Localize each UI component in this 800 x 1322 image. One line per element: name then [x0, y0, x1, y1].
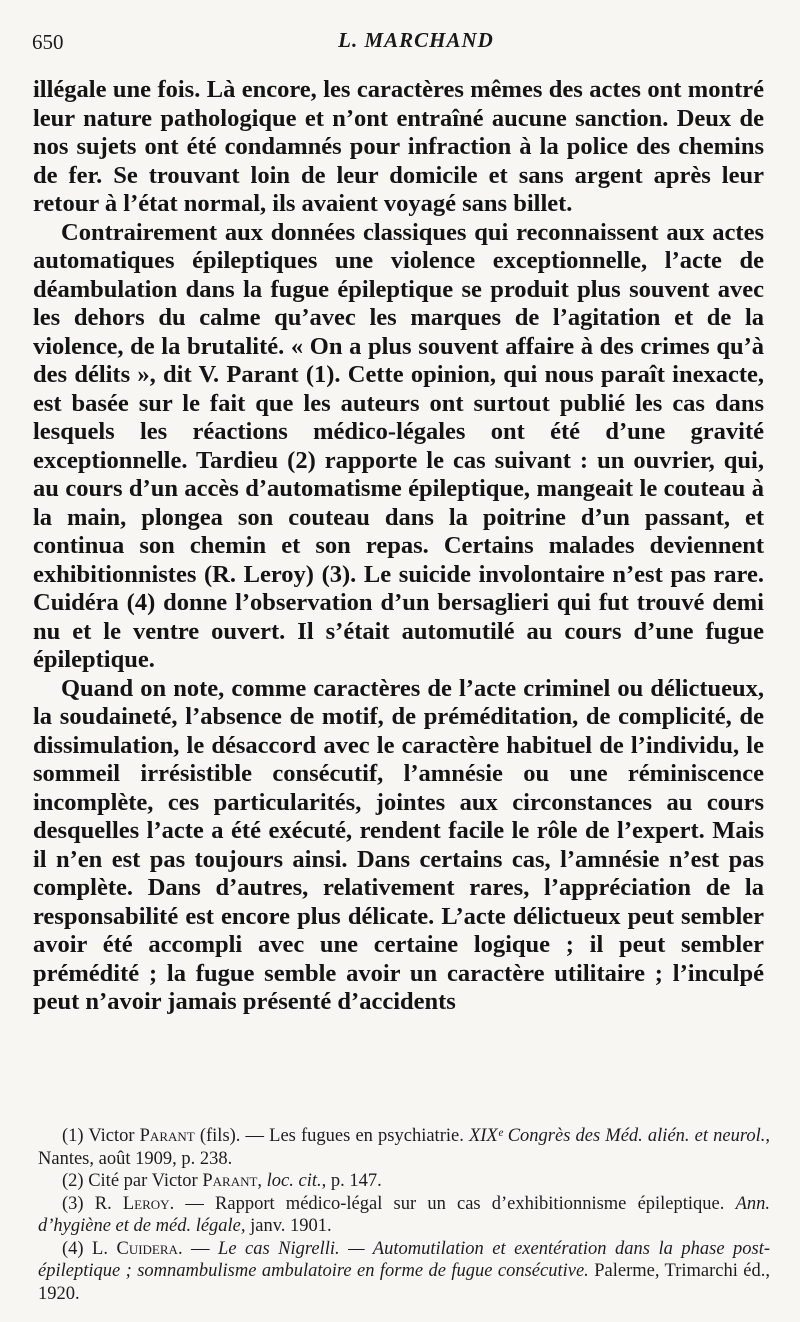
footnote-3	[38, 1193, 770, 1238]
footnote-2-prefix: (2) Cité par Victor	[62, 1171, 203, 1191]
footnote-2-author: Parant	[202, 1171, 258, 1191]
footnote-1-mid: (fils). — Les fugues en psychiatrie.	[194, 1126, 469, 1146]
footnote-1-suffix: , Nantes, août 1909, p. 238.	[38, 1126, 770, 1169]
main-text	[33, 76, 764, 1017]
footnotes	[38, 1125, 770, 1305]
footnote-2	[38, 1170, 770, 1193]
footnote-4-mid: . —	[177, 1238, 219, 1259]
page-header	[32, 28, 770, 62]
footnote-1-author: Parant	[139, 1126, 195, 1146]
footnote-4-suffix: Palerme, Trimarchi éd., 1920.	[38, 1261, 770, 1304]
footnote-1-title: XIXᵉ Congrès des Méd. alién. et neurol.	[468, 1126, 766, 1146]
footnote-3-author: Leroy	[122, 1193, 170, 1214]
footnote-2-title: loc. cit.	[266, 1171, 322, 1191]
page-number: 650	[32, 30, 64, 54]
footnote-3-mid: . — Rapport médico-légal sur un cas d’exhibitionnisme épileptique.	[169, 1193, 736, 1214]
footnote-2-suffix: , p. 147.	[321, 1171, 382, 1191]
footnote-3-prefix: (3) R.	[62, 1193, 123, 1214]
footnote-2-mid: ,	[257, 1171, 267, 1191]
footnote-4-author: Cuidera	[116, 1238, 178, 1259]
paragraph-1: illégale une fois. Là encore, les caractères mêmes des actes ont montré leur nature pathologique et n’ont entraîné aucune sanction. Deux de nos sujets ont été condamnés pour infraction à la police des chemins de fer. Se trouvant loin de leur domicile et sans argent après leur retour à l’état normal, ils avaient voyagé sans billet.	[33, 76, 764, 217]
paragraph-2: Contrairement aux données classiques qui reconnaissent aux actes automatiques épileptiques une violence exceptionnelle, l’acte de déambulation dans la fugue épileptique se produit plus souvent avec les dehors du calme qu’avec les marques de l’agitation et de la violence, de la brutalité. « On a plus souvent affaire à des crimes qu’à des délits », dit V. Parant (1). Cette opinion, qui nous paraît inexacte, est basée sur le fait que les auteurs ont surtout publié les cas dans lesquels les réactions médico-légales ont été d’une gravité exceptionnelle. Tardieu (2) rapporte le cas suivant : un ouvrier, qui, au cours d’un accès d’automatisme épileptique, mangeait le couteau à la main, plongea son couteau dans la poitrine d’un passant, et continua son chemin et son repas. Certains malades deviennent exhibitionnistes (R. Leroy) (3). Le suicide involontaire n’est pas rare. Cuidéra (4) donne l’observation d’un bersaglieri qui fut trouvé demi nu et le ventre ouvert. Il s’était automutilé au cours d’une fugue épileptique.	[33, 218, 764, 673]
footnote-1-prefix: (1) Victor	[62, 1126, 140, 1146]
footnote-3-title: Ann. d’hygiène et de méd. légale,	[38, 1193, 770, 1236]
footnote-4	[38, 1238, 770, 1306]
footnote-1	[38, 1125, 770, 1170]
footnote-3-suffix: janv. 1901.	[245, 1216, 332, 1236]
footnote-4-prefix: (4) L.	[62, 1238, 117, 1259]
footnote-4-title: Le cas Nigrelli. — Automutilation et exentération dans la phase post-épileptique ; somnambulisme ambulatoire en forme de fugue consécutive.	[38, 1238, 771, 1281]
running-head: L. MARCHAND	[338, 28, 494, 52]
paragraph-3: Quand on note, comme caractères de l’acte criminel ou délictueux, la soudaineté, l’absence de motif, de préméditation, de complicité, de dissimulation, le désaccord avec le caractère habituel de l’individu, le sommeil irrésistible consécutif, l’amnésie ou une réminiscence incomplète, ces particularités, jointes aux circonstances au cours desquelles l’acte a été exécuté, rendent facile le rôle de l’expert. Mais il n’en est pas toujours ainsi. Dans certains cas, l’amnésie n’est pas complète. Dans d’autres, relativement rares, l’appréciation de la responsabilité est encore plus délicate. L’acte délictueux peut sembler avoir été accompli avec une certaine logique ; il peut sembler prémédité ; la fugue semble avoir un caractère utilitaire ; l’inculpé peut n’avoir jamais présenté d’accidents	[33, 674, 764, 1015]
